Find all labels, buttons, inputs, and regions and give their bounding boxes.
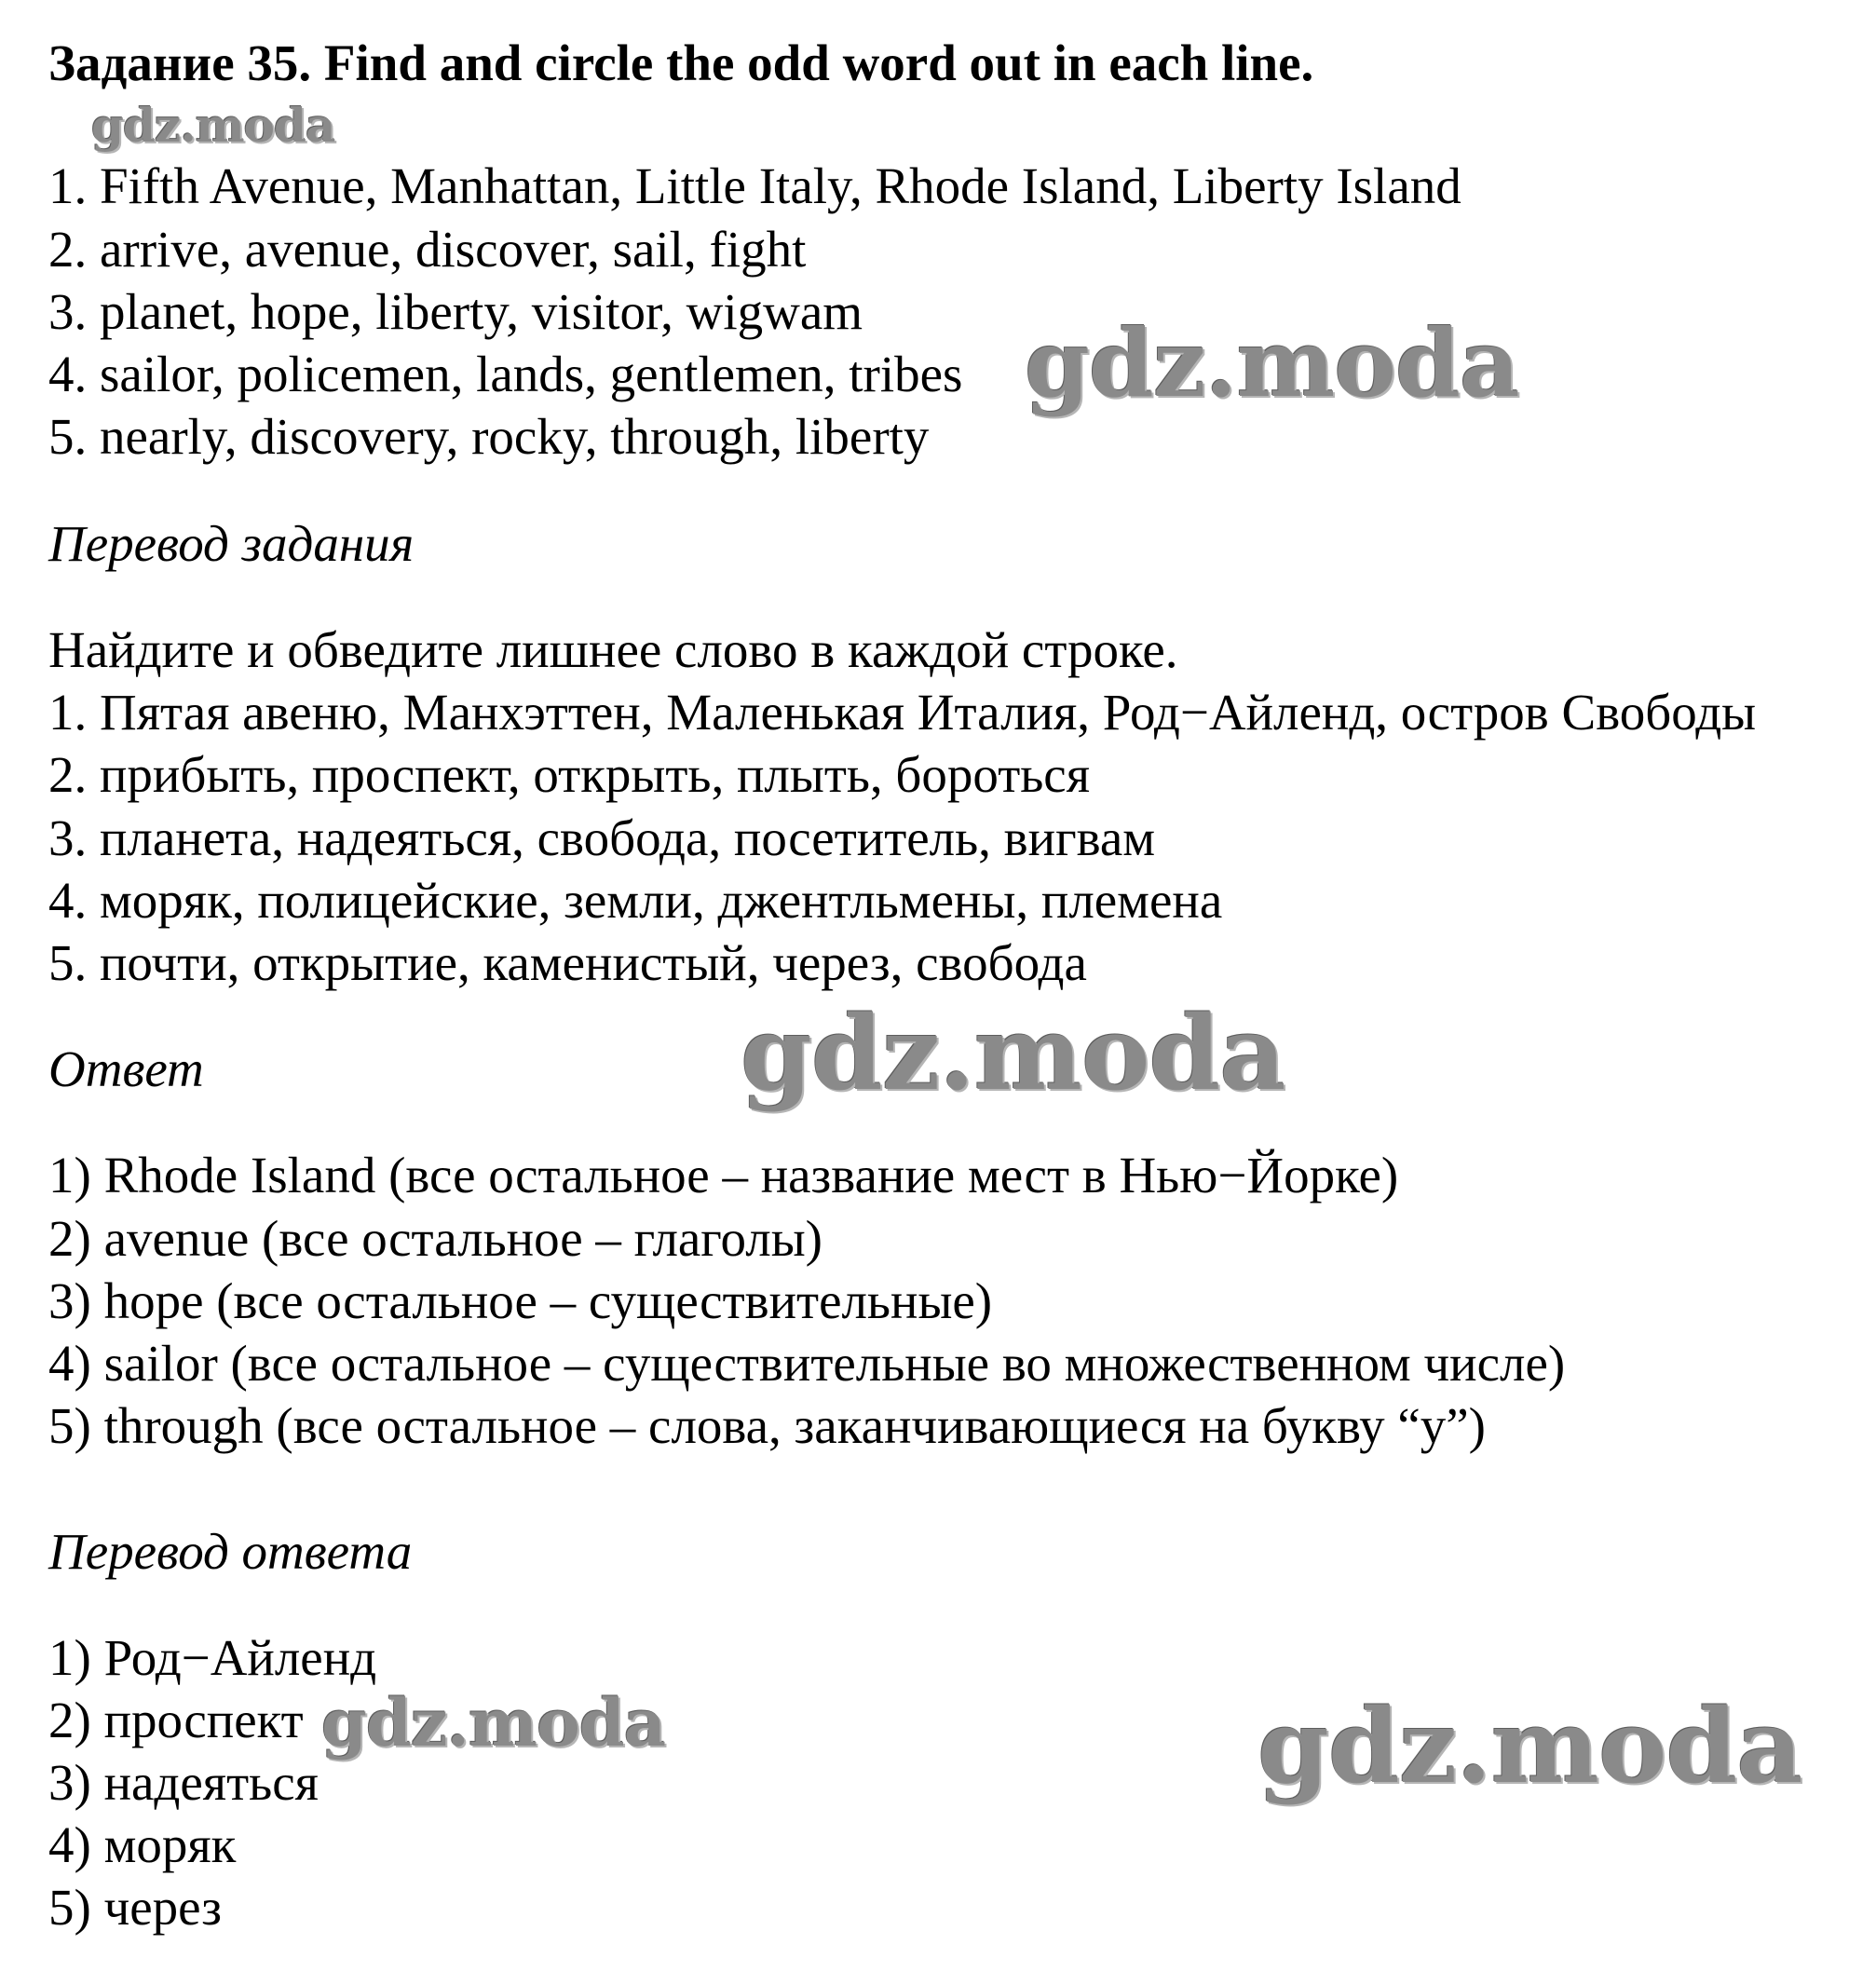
task-translation-line-2: 2. прибыть, проспект, открыть, плыть, бороться [48, 746, 1091, 803]
task-translation-line-3: 3. планета, надеяться, свобода, посетитель, вигвам [48, 809, 1156, 866]
answer-translation-line-4: 4) моряк [48, 1816, 237, 1873]
task-title: Задание 35. Find and circle the odd word out in each line. [48, 34, 1314, 91]
answer-translation-line-2: 2) проспект [48, 1692, 304, 1748]
answer-translation-line-1: 1) Род−Айленд [48, 1629, 377, 1686]
task-line-4: 4. sailor, policemen, lands, gentlemen, tribes [48, 346, 963, 402]
watermark-logo: gdz.moda [321, 1684, 666, 1761]
answer-line-3: 3) hope (все остальное – существительные) [48, 1272, 993, 1329]
task-translation-line-4: 4. моряк, полицейские, земли, джентльмены, племена [48, 872, 1223, 929]
watermark-logo: gdz.moda [91, 98, 335, 153]
task-translation-label: Перевод задания [48, 515, 415, 572]
answer-translation-label: Перевод ответа [48, 1523, 413, 1580]
answer-line-4: 4) sailor (все остальное – существительные во множественном числе) [48, 1335, 1566, 1392]
answer-label: Ответ [48, 1040, 204, 1097]
task-translation-intro: Найдите и обведите лишнее слово в каждой строке. [48, 621, 1178, 678]
task-line-5: 5. nearly, discovery, rocky, through, liberty [48, 408, 930, 465]
watermark-logo: gdz.moda [1257, 1686, 1802, 1806]
watermark-logo: gdz.moda [741, 993, 1285, 1113]
task-line-3: 3. planet, hope, liberty, visitor, wigwam [48, 283, 863, 340]
task-line-1: 1. Fifth Avenue, Manhattan, Little Italy, Rhode Island, Liberty Island [48, 157, 1461, 214]
task-line-2: 2. arrive, avenue, discover, sail, fight [48, 221, 807, 278]
watermark-logo: gdz.moda [1025, 308, 1519, 418]
answer-translation-line-3: 3) надеяться [48, 1754, 319, 1811]
answer-line-5: 5) through (все остальное – слова, заканчивающиеся на букву “у”) [48, 1397, 1486, 1454]
answer-line-2: 2) avenue (все остальное – глаголы) [48, 1210, 822, 1267]
task-translation-line-1: 1. Пятая авеню, Манхэттен, Маленькая Италия, Род−Айленд, остров Свободы [48, 684, 1757, 741]
task-translation-line-5: 5. почти, открытие, каменистый, через, свобода [48, 934, 1087, 991]
answer-line-1: 1) Rhode Island (все остальное – название мест в Нью−Йорке) [48, 1147, 1399, 1203]
answer-translation-line-5: 5) через [48, 1879, 222, 1936]
